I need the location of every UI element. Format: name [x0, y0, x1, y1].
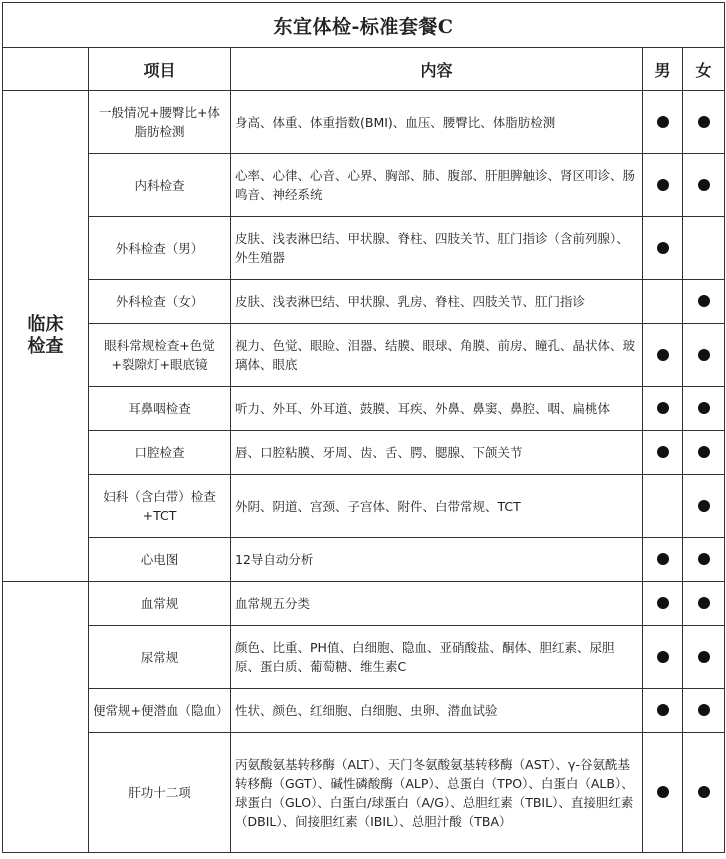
- male-applicable-cell: [643, 91, 683, 154]
- item-content: 血常规五分类: [231, 582, 643, 626]
- item-name: 尿常规: [89, 626, 231, 689]
- female-applicable-cell: [683, 538, 725, 582]
- included-dot-icon: [657, 242, 669, 254]
- package-table: [2, 2, 725, 853]
- table-row: [3, 280, 725, 324]
- included-dot-icon: [698, 349, 710, 361]
- male-applicable-cell: [643, 280, 683, 324]
- female-applicable-cell: [683, 324, 725, 387]
- included-dot-icon: [657, 786, 669, 798]
- item-name: 内科检查: [89, 154, 231, 217]
- male-applicable-cell: [643, 538, 683, 582]
- table-row: [3, 733, 725, 853]
- male-applicable-cell: [643, 324, 683, 387]
- included-dot-icon: [698, 295, 710, 307]
- item-name: 外科检查（女）: [89, 280, 231, 324]
- male-applicable-cell: [643, 475, 683, 538]
- male-applicable-cell: [643, 217, 683, 280]
- table-row: [3, 217, 725, 280]
- table-row: [3, 475, 725, 538]
- item-content: 身高、体重、体重指数(BMI)、血压、腰臀比、体脂肪检测: [231, 91, 643, 154]
- included-dot-icon: [657, 446, 669, 458]
- header-item: 项目: [89, 48, 231, 91]
- included-dot-icon: [657, 651, 669, 663]
- included-dot-icon: [657, 402, 669, 414]
- included-dot-icon: [698, 446, 710, 458]
- included-dot-icon: [698, 553, 710, 565]
- item-name: 耳鼻咽检查: [89, 387, 231, 431]
- item-name: 外科检查（男）: [89, 217, 231, 280]
- table-row: [3, 154, 725, 217]
- female-applicable-cell: [683, 733, 725, 853]
- female-applicable-cell: [683, 626, 725, 689]
- item-name: 便常规+便潜血（隐血）: [89, 689, 231, 733]
- included-dot-icon: [698, 500, 710, 512]
- item-name: 心电图: [89, 538, 231, 582]
- item-content: 12导自动分析: [231, 538, 643, 582]
- item-content: 皮肤、浅表淋巴结、甲状腺、脊柱、四肢关节、肛门指诊（含前列腺）、外生殖器: [231, 217, 643, 280]
- item-content: 颜色、比重、PH值、白细胞、隐血、亚硝酸盐、酮体、胆红素、尿胆原、蛋白质、葡萄糖、维生素C: [231, 626, 643, 689]
- female-applicable-cell: [683, 91, 725, 154]
- included-dot-icon: [657, 349, 669, 361]
- item-content: 唇、口腔粘膜、牙周、齿、舌、腭、腮腺、下颌关节: [231, 431, 643, 475]
- category-label: 临床检查: [27, 314, 64, 357]
- included-dot-icon: [698, 651, 710, 663]
- item-content: 丙氨酸氨基转移酶（ALT）、天门冬氨酸氨基转移酶（AST）、γ-谷氨酰基转移酶（GGT）、碱性磷酸酶（ALP）、总蛋白（TPO）、白蛋白（ALB）、球蛋白（GLO）、白蛋白/球蛋白（A/G）、总胆红素（TBIL）、直接胆红素（DBIL）、间接胆红素（IBIL）、总胆汁酸（TBA）: [231, 733, 643, 853]
- item-name: 血常规: [89, 582, 231, 626]
- female-applicable-cell: [683, 431, 725, 475]
- included-dot-icon: [698, 116, 710, 128]
- item-content: 皮肤、浅表淋巴结、甲状腺、乳房、脊柱、四肢关节、肛门指诊: [231, 280, 643, 324]
- male-applicable-cell: [643, 154, 683, 217]
- table-row: [3, 689, 725, 733]
- item-content: 心率、心律、心音、心界、胸部、肺、腹部、肝胆脾触诊、肾区叩诊、肠鸣音、神经系统: [231, 154, 643, 217]
- included-dot-icon: [657, 553, 669, 565]
- item-content: 听力、外耳、外耳道、鼓膜、耳疾、外鼻、鼻窦、鼻腔、咽、扁桃体: [231, 387, 643, 431]
- included-dot-icon: [698, 179, 710, 191]
- female-applicable-cell: [683, 582, 725, 626]
- item-name: 口腔检查: [89, 431, 231, 475]
- included-dot-icon: [698, 704, 710, 716]
- item-name: 一般情况+腰臀比+体脂肪检测: [89, 91, 231, 154]
- male-applicable-cell: [643, 733, 683, 853]
- included-dot-icon: [657, 597, 669, 609]
- category-clinical: [3, 91, 89, 582]
- male-applicable-cell: [643, 582, 683, 626]
- page-title: 东宜体检-标准套餐C: [3, 3, 725, 48]
- female-applicable-cell: [683, 475, 725, 538]
- table-row: [3, 431, 725, 475]
- item-content: 外阴、阴道、宫颈、子宫体、附件、白带常规、TCT: [231, 475, 643, 538]
- item-content: 视力、色觉、眼睑、泪器、结膜、眼球、角膜、前房、瞳孔、晶状体、玻璃体、眼底: [231, 324, 643, 387]
- table-row: [3, 324, 725, 387]
- included-dot-icon: [657, 704, 669, 716]
- included-dot-icon: [698, 402, 710, 414]
- item-name: 眼科常规检查+色觉+裂隙灯+眼底镜: [89, 324, 231, 387]
- female-applicable-cell: [683, 387, 725, 431]
- female-applicable-cell: [683, 689, 725, 733]
- female-applicable-cell: [683, 280, 725, 324]
- category-lab: [3, 582, 89, 853]
- included-dot-icon: [698, 597, 710, 609]
- header-category: [3, 48, 89, 91]
- table-row: [3, 91, 725, 154]
- female-applicable-cell: [683, 154, 725, 217]
- item-content: 性状、颜色、红细胞、白细胞、虫卵、潜血试验: [231, 689, 643, 733]
- male-applicable-cell: [643, 626, 683, 689]
- header-female: 女: [683, 48, 725, 91]
- female-applicable-cell: [683, 217, 725, 280]
- table-row: [3, 626, 725, 689]
- included-dot-icon: [657, 116, 669, 128]
- male-applicable-cell: [643, 431, 683, 475]
- header-content: 内容: [231, 48, 643, 91]
- table-row: [3, 387, 725, 431]
- item-name: 肝功十二项: [89, 733, 231, 853]
- included-dot-icon: [657, 179, 669, 191]
- table-row: [3, 582, 725, 626]
- male-applicable-cell: [643, 387, 683, 431]
- table-row: [3, 538, 725, 582]
- included-dot-icon: [698, 786, 710, 798]
- item-name: 妇科（含白带）检查+TCT: [89, 475, 231, 538]
- male-applicable-cell: [643, 689, 683, 733]
- header-male: 男: [643, 48, 683, 91]
